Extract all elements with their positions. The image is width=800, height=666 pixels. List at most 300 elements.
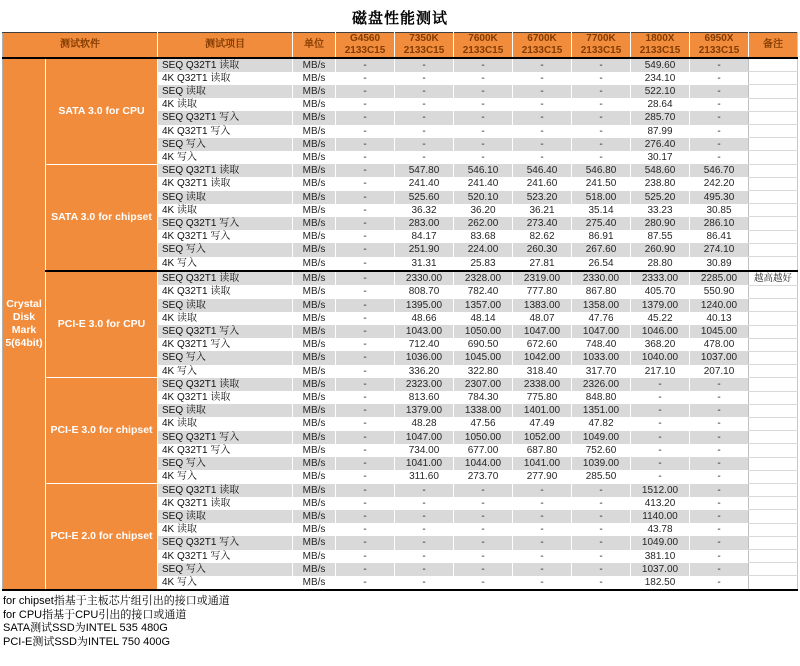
benchmark-table — [2, 32, 798, 591]
footnote-line: for CPU指基于CPU引出的接口或通道 — [3, 608, 187, 621]
value-cell: - — [513, 72, 572, 85]
test-item-cell: SEQ 读取 — [158, 299, 293, 312]
value-cell: 1044.00 — [454, 457, 513, 470]
value-cell: 207.10 — [690, 365, 749, 378]
value-cell: - — [513, 111, 572, 124]
test-item-cell: SEQ 写入 — [158, 563, 293, 576]
value-cell: - — [395, 576, 454, 590]
value-cell: 28.80 — [631, 257, 690, 271]
test-item-cell: SEQ Q32T1 写入 — [158, 536, 293, 549]
group-cell: SATA 3.0 for chipset — [46, 164, 158, 271]
unit-cell: MB/s — [293, 431, 336, 444]
value-cell: - — [513, 510, 572, 523]
test-item-cell: 4K 写入 — [158, 576, 293, 590]
remark-cell — [749, 325, 798, 338]
value-cell: 241.40 — [454, 177, 513, 190]
value-cell: 368.20 — [631, 338, 690, 351]
footnote-line: SATA测试SSD为INTEL 535 480G — [3, 622, 168, 635]
cpu-ram: 2133C15 — [639, 44, 681, 56]
cpu-name: 1800X — [645, 33, 675, 45]
cpu-name: 7600K — [468, 33, 498, 45]
test-item-cell: SEQ 读取 — [158, 404, 293, 417]
value-cell: 523.20 — [513, 191, 572, 204]
value-cell: - — [513, 138, 572, 151]
value-cell: - — [336, 217, 395, 230]
value-cell: - — [690, 550, 749, 563]
test-item-cell: 4K Q32T1 写入 — [158, 230, 293, 243]
value-cell: - — [336, 325, 395, 338]
value-cell: 43.78 — [631, 523, 690, 536]
value-cell: 2323.00 — [395, 378, 454, 391]
value-cell: 546.40 — [513, 164, 572, 177]
value-cell: - — [454, 151, 513, 164]
value-cell: - — [395, 523, 454, 536]
remark-cell — [749, 404, 798, 417]
value-cell: - — [336, 550, 395, 563]
cpu-ram: 2133C15 — [698, 44, 740, 56]
column-header-cpu-7600k — [454, 33, 513, 58]
footnote-line: for chipset指基于主板芯片组引出的接口或通道 — [3, 595, 230, 608]
remark-cell: 越高越好 — [749, 271, 798, 286]
value-cell: - — [336, 138, 395, 151]
value-cell: - — [336, 431, 395, 444]
value-cell: - — [572, 510, 631, 523]
value-cell: 690.50 — [454, 338, 513, 351]
value-cell: - — [631, 404, 690, 417]
value-cell: - — [631, 470, 690, 483]
value-cell: 26.54 — [572, 257, 631, 271]
remark-cell — [749, 111, 798, 124]
test-item-cell: 4K 写入 — [158, 365, 293, 378]
value-cell: 276.40 — [631, 138, 690, 151]
value-cell: - — [336, 177, 395, 190]
test-item-cell: SEQ 读取 — [158, 85, 293, 98]
cpu-name: 6700K — [527, 33, 557, 45]
test-item-cell: SEQ 写入 — [158, 457, 293, 470]
value-cell: 277.90 — [513, 470, 572, 483]
value-cell: 495.30 — [690, 191, 749, 204]
value-cell: 27.81 — [513, 257, 572, 271]
value-cell: - — [513, 151, 572, 164]
value-cell: 518.00 — [572, 191, 631, 204]
value-cell: - — [336, 164, 395, 177]
unit-cell: MB/s — [293, 271, 336, 286]
value-cell: 36.32 — [395, 204, 454, 217]
footnote-line: PCI-E测试SSD为INTEL 750 400G — [3, 635, 171, 648]
value-cell: - — [336, 497, 395, 510]
remark-cell — [749, 85, 798, 98]
value-cell: 48.07 — [513, 312, 572, 325]
value-cell: 45.22 — [631, 312, 690, 325]
value-cell: 520.10 — [454, 191, 513, 204]
test-item-cell: SEQ 写入 — [158, 351, 293, 364]
remark-cell — [749, 151, 798, 164]
table-row — [3, 378, 798, 391]
value-cell: 777.80 — [513, 285, 572, 298]
value-cell: 241.50 — [572, 177, 631, 190]
unit-cell: MB/s — [293, 111, 336, 124]
header-row — [3, 33, 798, 58]
value-cell: - — [454, 523, 513, 536]
test-item-cell: SEQ Q32T1 读取 — [158, 378, 293, 391]
value-cell: - — [336, 484, 395, 497]
value-cell: 1401.00 — [513, 404, 572, 417]
remark-cell — [749, 164, 798, 177]
remark-cell — [749, 365, 798, 378]
value-cell: 1050.00 — [454, 431, 513, 444]
value-cell: - — [513, 58, 572, 72]
value-cell: 48.14 — [454, 312, 513, 325]
value-cell: 47.49 — [513, 417, 572, 430]
value-cell: 322.80 — [454, 365, 513, 378]
remark-cell — [749, 378, 798, 391]
table-row — [3, 271, 798, 286]
value-cell: 33.23 — [631, 204, 690, 217]
value-cell: 86.91 — [572, 230, 631, 243]
unit-cell: MB/s — [293, 325, 336, 338]
value-cell: - — [454, 510, 513, 523]
unit-cell: MB/s — [293, 444, 336, 457]
value-cell: 275.40 — [572, 217, 631, 230]
value-cell: 83.68 — [454, 230, 513, 243]
cpu-ram: 2133C15 — [580, 44, 622, 56]
value-cell: - — [336, 151, 395, 164]
value-cell: - — [690, 391, 749, 404]
unit-cell: MB/s — [293, 164, 336, 177]
value-cell: - — [572, 111, 631, 124]
value-cell: - — [336, 523, 395, 536]
value-cell: - — [690, 563, 749, 576]
value-cell: - — [572, 576, 631, 590]
value-cell: - — [690, 510, 749, 523]
value-cell: 1045.00 — [690, 325, 749, 338]
value-cell: 28.64 — [631, 98, 690, 111]
unit-cell: MB/s — [293, 177, 336, 190]
table-header — [3, 33, 798, 58]
test-item-cell: 4K Q32T1 读取 — [158, 177, 293, 190]
unit-cell: MB/s — [293, 378, 336, 391]
test-item-cell: SEQ Q32T1 读取 — [158, 58, 293, 72]
unit-cell: MB/s — [293, 576, 336, 590]
value-cell: - — [336, 391, 395, 404]
value-cell: - — [395, 497, 454, 510]
group-cell: SATA 3.0 for CPU — [46, 58, 158, 165]
remark-cell — [749, 338, 798, 351]
column-header-software: 测试软件 — [3, 33, 158, 58]
value-cell: 782.40 — [454, 285, 513, 298]
value-cell: 1338.00 — [454, 404, 513, 417]
value-cell: - — [395, 125, 454, 138]
value-cell: 2319.00 — [513, 271, 572, 286]
value-cell: 687.80 — [513, 444, 572, 457]
value-cell: - — [336, 285, 395, 298]
value-cell: 40.13 — [690, 312, 749, 325]
value-cell: 30.17 — [631, 151, 690, 164]
remark-cell — [749, 312, 798, 325]
value-cell: - — [513, 536, 572, 549]
value-cell: - — [454, 536, 513, 549]
value-cell: 734.00 — [395, 444, 454, 457]
unit-cell: MB/s — [293, 138, 336, 151]
remark-cell — [749, 125, 798, 138]
test-item-cell: 4K Q32T1 写入 — [158, 125, 293, 138]
value-cell: - — [572, 125, 631, 138]
value-cell: 234.10 — [631, 72, 690, 85]
value-cell: 808.70 — [395, 285, 454, 298]
value-cell: - — [336, 470, 395, 483]
value-cell: 1036.00 — [395, 351, 454, 364]
value-cell: - — [336, 457, 395, 470]
value-cell: 25.83 — [454, 257, 513, 271]
test-item-cell: 4K 读取 — [158, 312, 293, 325]
group-cell: PCI-E 3.0 for chipset — [46, 378, 158, 484]
remark-cell — [749, 72, 798, 85]
value-cell: - — [395, 85, 454, 98]
value-cell: - — [336, 338, 395, 351]
unit-cell: MB/s — [293, 510, 336, 523]
value-cell: 260.30 — [513, 243, 572, 256]
value-cell: 775.80 — [513, 391, 572, 404]
value-cell: 30.89 — [690, 257, 749, 271]
remark-cell — [749, 204, 798, 217]
unit-cell: MB/s — [293, 497, 336, 510]
value-cell: 35.14 — [572, 204, 631, 217]
value-cell: 182.50 — [631, 576, 690, 590]
column-header-item: 测试项目 — [158, 33, 293, 58]
value-cell: 48.66 — [395, 312, 454, 325]
cpu-name: 7700K — [586, 33, 616, 45]
remark-cell — [749, 510, 798, 523]
unit-cell: MB/s — [293, 338, 336, 351]
value-cell: 405.70 — [631, 285, 690, 298]
value-cell: - — [336, 351, 395, 364]
test-item-cell: SEQ Q32T1 写入 — [158, 431, 293, 444]
value-cell: - — [336, 417, 395, 430]
value-cell: - — [690, 576, 749, 590]
test-item-cell: SEQ Q32T1 写入 — [158, 217, 293, 230]
remark-cell — [749, 444, 798, 457]
value-cell: 1240.00 — [690, 299, 749, 312]
value-cell: - — [690, 125, 749, 138]
remark-cell — [749, 550, 798, 563]
value-cell: - — [336, 576, 395, 590]
unit-cell: MB/s — [293, 257, 336, 271]
value-cell: - — [690, 378, 749, 391]
value-cell: - — [572, 484, 631, 497]
value-cell: - — [454, 58, 513, 72]
value-cell: - — [454, 85, 513, 98]
value-cell: - — [513, 484, 572, 497]
value-cell: 311.60 — [395, 470, 454, 483]
value-cell: - — [395, 510, 454, 523]
value-cell: 550.90 — [690, 285, 749, 298]
group-cell: PCI-E 2.0 for chipset — [46, 484, 158, 591]
value-cell: 547.80 — [395, 164, 454, 177]
value-cell: - — [690, 470, 749, 483]
unit-cell: MB/s — [293, 243, 336, 256]
unit-cell: MB/s — [293, 523, 336, 536]
value-cell: - — [395, 563, 454, 576]
value-cell: - — [572, 550, 631, 563]
value-cell: 549.60 — [631, 58, 690, 72]
unit-cell: MB/s — [293, 191, 336, 204]
value-cell: - — [513, 98, 572, 111]
value-cell: - — [336, 243, 395, 256]
value-cell: - — [336, 404, 395, 417]
value-cell: - — [336, 299, 395, 312]
value-cell: - — [690, 431, 749, 444]
unit-cell: MB/s — [293, 285, 336, 298]
remark-cell — [749, 98, 798, 111]
value-cell: 2326.00 — [572, 378, 631, 391]
test-item-cell: 4K Q32T1 写入 — [158, 444, 293, 457]
value-cell: - — [336, 444, 395, 457]
value-cell: - — [336, 98, 395, 111]
value-cell: - — [395, 151, 454, 164]
value-cell: 1041.00 — [395, 457, 454, 470]
value-cell: 318.40 — [513, 365, 572, 378]
value-cell: - — [572, 138, 631, 151]
test-item-cell: 4K 读取 — [158, 204, 293, 217]
value-cell: 867.80 — [572, 285, 631, 298]
value-cell: 317.70 — [572, 365, 631, 378]
value-cell: - — [572, 523, 631, 536]
remark-cell — [749, 138, 798, 151]
value-cell: - — [513, 497, 572, 510]
value-cell: 267.60 — [572, 243, 631, 256]
remark-cell — [749, 191, 798, 204]
value-cell: 2330.00 — [395, 271, 454, 286]
value-cell: 280.90 — [631, 217, 690, 230]
value-cell: 217.10 — [631, 365, 690, 378]
value-cell: 47.56 — [454, 417, 513, 430]
value-cell: - — [513, 85, 572, 98]
value-cell: - — [690, 111, 749, 124]
value-cell: 677.00 — [454, 444, 513, 457]
value-cell: - — [690, 404, 749, 417]
test-item-cell: 4K 写入 — [158, 257, 293, 271]
value-cell: 273.40 — [513, 217, 572, 230]
value-cell: 262.00 — [454, 217, 513, 230]
value-cell: 36.20 — [454, 204, 513, 217]
test-item-cell: SEQ 写入 — [158, 243, 293, 256]
remark-cell — [749, 484, 798, 497]
value-cell: 1045.00 — [454, 351, 513, 364]
value-cell: - — [572, 72, 631, 85]
column-header-cpu-6700k — [513, 33, 572, 58]
software-cell: Crystal Disk Mark 5(64bit) — [3, 58, 46, 591]
value-cell: - — [454, 125, 513, 138]
test-item-cell: SEQ 写入 — [158, 138, 293, 151]
value-cell: 1379.00 — [395, 404, 454, 417]
remark-cell — [749, 523, 798, 536]
value-cell: 241.40 — [395, 177, 454, 190]
value-cell: - — [690, 457, 749, 470]
column-header-cpu-1800x — [631, 33, 690, 58]
value-cell: - — [336, 536, 395, 549]
remark-cell — [749, 536, 798, 549]
test-item-cell: SEQ Q32T1 写入 — [158, 111, 293, 124]
remark-cell — [749, 431, 798, 444]
value-cell: - — [690, 98, 749, 111]
value-cell: - — [690, 444, 749, 457]
remark-cell — [749, 391, 798, 404]
unit-cell: MB/s — [293, 550, 336, 563]
value-cell: 82.62 — [513, 230, 572, 243]
table-row — [3, 58, 798, 72]
value-cell: 285.50 — [572, 470, 631, 483]
value-cell: - — [690, 417, 749, 430]
value-cell: 413.20 — [631, 497, 690, 510]
value-cell: - — [454, 550, 513, 563]
value-cell: 1140.00 — [631, 510, 690, 523]
value-cell: - — [690, 497, 749, 510]
footnotes — [0, 595, 800, 649]
value-cell: 30.85 — [690, 204, 749, 217]
value-cell: - — [336, 230, 395, 243]
column-header-unit: 单位 — [293, 33, 336, 58]
value-cell: - — [336, 510, 395, 523]
value-cell: 87.55 — [631, 230, 690, 243]
value-cell: - — [454, 576, 513, 590]
value-cell: - — [572, 497, 631, 510]
value-cell: - — [336, 72, 395, 85]
unit-cell: MB/s — [293, 58, 336, 72]
test-item-cell: 4K Q32T1 写入 — [158, 338, 293, 351]
test-item-cell: 4K 读取 — [158, 98, 293, 111]
value-cell: 546.70 — [690, 164, 749, 177]
value-cell: - — [336, 85, 395, 98]
remark-cell — [749, 497, 798, 510]
value-cell: 1357.00 — [454, 299, 513, 312]
value-cell: - — [336, 191, 395, 204]
value-cell: - — [395, 138, 454, 151]
value-cell: - — [631, 417, 690, 430]
value-cell: 1042.00 — [513, 351, 572, 364]
value-cell: 260.90 — [631, 243, 690, 256]
value-cell: - — [395, 72, 454, 85]
test-item-cell: 4K Q32T1 读取 — [158, 72, 293, 85]
unit-cell: MB/s — [293, 217, 336, 230]
value-cell: - — [572, 98, 631, 111]
value-cell: 848.80 — [572, 391, 631, 404]
test-item-cell: SEQ Q32T1 读取 — [158, 484, 293, 497]
test-item-cell: 4K 写入 — [158, 470, 293, 483]
value-cell: 31.31 — [395, 257, 454, 271]
value-cell: - — [336, 378, 395, 391]
value-cell: 784.30 — [454, 391, 513, 404]
value-cell: - — [690, 536, 749, 549]
column-header-cpu-6950x — [690, 33, 749, 58]
test-item-cell: 4K 读取 — [158, 417, 293, 430]
value-cell: - — [513, 523, 572, 536]
value-cell: 224.00 — [454, 243, 513, 256]
value-cell: - — [572, 536, 631, 549]
value-cell: - — [631, 444, 690, 457]
table-row — [3, 164, 798, 177]
value-cell: 336.20 — [395, 365, 454, 378]
cpu-name: G4560 — [349, 33, 381, 45]
value-cell: - — [336, 563, 395, 576]
value-cell: - — [690, 484, 749, 497]
remark-cell — [749, 351, 798, 364]
value-cell: 84.17 — [395, 230, 454, 243]
value-cell: - — [572, 151, 631, 164]
unit-cell: MB/s — [293, 85, 336, 98]
test-item-cell: 4K 读取 — [158, 523, 293, 536]
remark-cell — [749, 576, 798, 590]
value-cell: 752.60 — [572, 444, 631, 457]
